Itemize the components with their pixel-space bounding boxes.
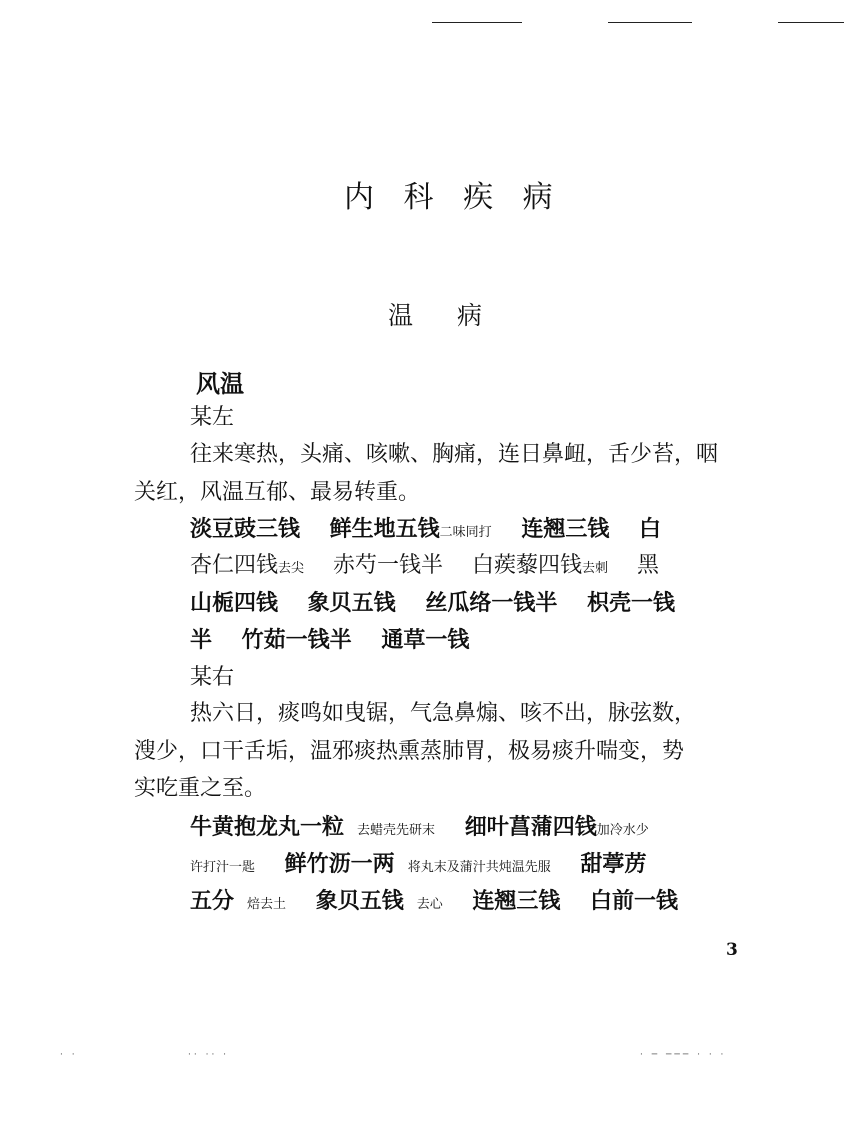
line-p2-rx2 (190, 847, 646, 881)
body-text-run: 某右 (190, 665, 235, 690)
line-p1-desc2 (134, 476, 420, 510)
note-text: 去蜡壳先研末 (344, 823, 436, 838)
body-text-run: 淡豆豉三钱 鲜生地五钱 (190, 516, 440, 542)
body-text-run: 某左 (190, 405, 235, 430)
note-text: 许打汁一匙 (190, 860, 256, 875)
body-text-run: 连翘三钱 白 (491, 516, 662, 542)
body-text-run: 关红，风温互郁、最易转重。 (134, 480, 421, 505)
subsection-title: 风温 (196, 370, 244, 398)
line-p1-rx1 (190, 512, 661, 546)
body-text-run: 甜葶苈 (550, 851, 647, 877)
note-text: 焙去土 (234, 897, 287, 912)
chapter-title: 内 科 疾 病 (344, 180, 563, 215)
section-title-char-2: 病 (457, 301, 483, 330)
note-text: 二味同打 (439, 525, 492, 540)
section-title-char-1: 温 (388, 301, 414, 330)
top-rule-1 (432, 22, 522, 23)
note-text: 将丸末及蒲汁共炖温先服 (394, 860, 551, 875)
top-rule-3 (778, 22, 844, 23)
body-text-run: 杏仁四钱 (190, 553, 279, 578)
line-p2-desc3 (134, 772, 266, 806)
body-text-run: 黑 (608, 553, 660, 578)
line-p1-label (190, 401, 234, 435)
line-p1-rx3 (190, 586, 675, 620)
body-text-run: 山栀四钱 象贝五钱 丝瓜络一钱半 枳壳一钱 (190, 590, 675, 616)
line-p2-label (190, 661, 234, 695)
note-text: 去刺 (582, 561, 609, 576)
page-number: 3 (726, 940, 738, 960)
body-text-run: 五分 (190, 888, 235, 914)
body-text-run: 热六日，痰鸣如曳锯，气急鼻煽、咳不出，脉弦数， (190, 701, 697, 726)
body-text-run: 赤芍一钱半 白蒺藜四钱 (304, 553, 583, 578)
footer-artifact-mid: ·· ·· · (188, 1050, 230, 1060)
body-text-run: 牛黄抱龙丸一粒 (190, 814, 345, 840)
line-p2-desc1 (190, 697, 696, 731)
body-text-run: 半 竹茹一钱半 通草一钱 (190, 627, 470, 653)
line-p1-rx4 (190, 623, 469, 657)
body-text-run: 象贝五钱 (286, 888, 404, 914)
body-text-run: 往来寒热，头痛、咳嗽、胸痛，连日鼻衄，舌少苔，咽 (190, 442, 719, 467)
line-p2-rx1 (190, 810, 649, 844)
line-p1-desc1 (190, 438, 718, 472)
body-text-run: 连翘三钱 白前一钱 (442, 888, 679, 914)
line-p1-rx2 (190, 549, 659, 583)
body-text-run: 细叶菖蒲四钱 (435, 814, 597, 840)
body-text-run: 实吃重之至。 (134, 776, 267, 801)
footer-artifact-left: · · (60, 1050, 78, 1060)
line-p2-desc2 (134, 735, 684, 769)
footer-artifact-right: · ─ ─── · · · (640, 1050, 727, 1060)
note-text: 去心 (403, 897, 443, 912)
body-text-run: 鲜竹沥一两 (255, 851, 395, 877)
top-rule-2 (608, 22, 692, 23)
body-text-run: 溲少，口干舌垢，温邪痰热熏蒸肺胃，极易痰升喘变，势 (134, 739, 685, 764)
note-text: 加冷水少 (596, 823, 649, 838)
note-text: 去尖 (278, 561, 305, 576)
section-title (388, 296, 482, 332)
line-p2-rx3 (190, 884, 678, 918)
